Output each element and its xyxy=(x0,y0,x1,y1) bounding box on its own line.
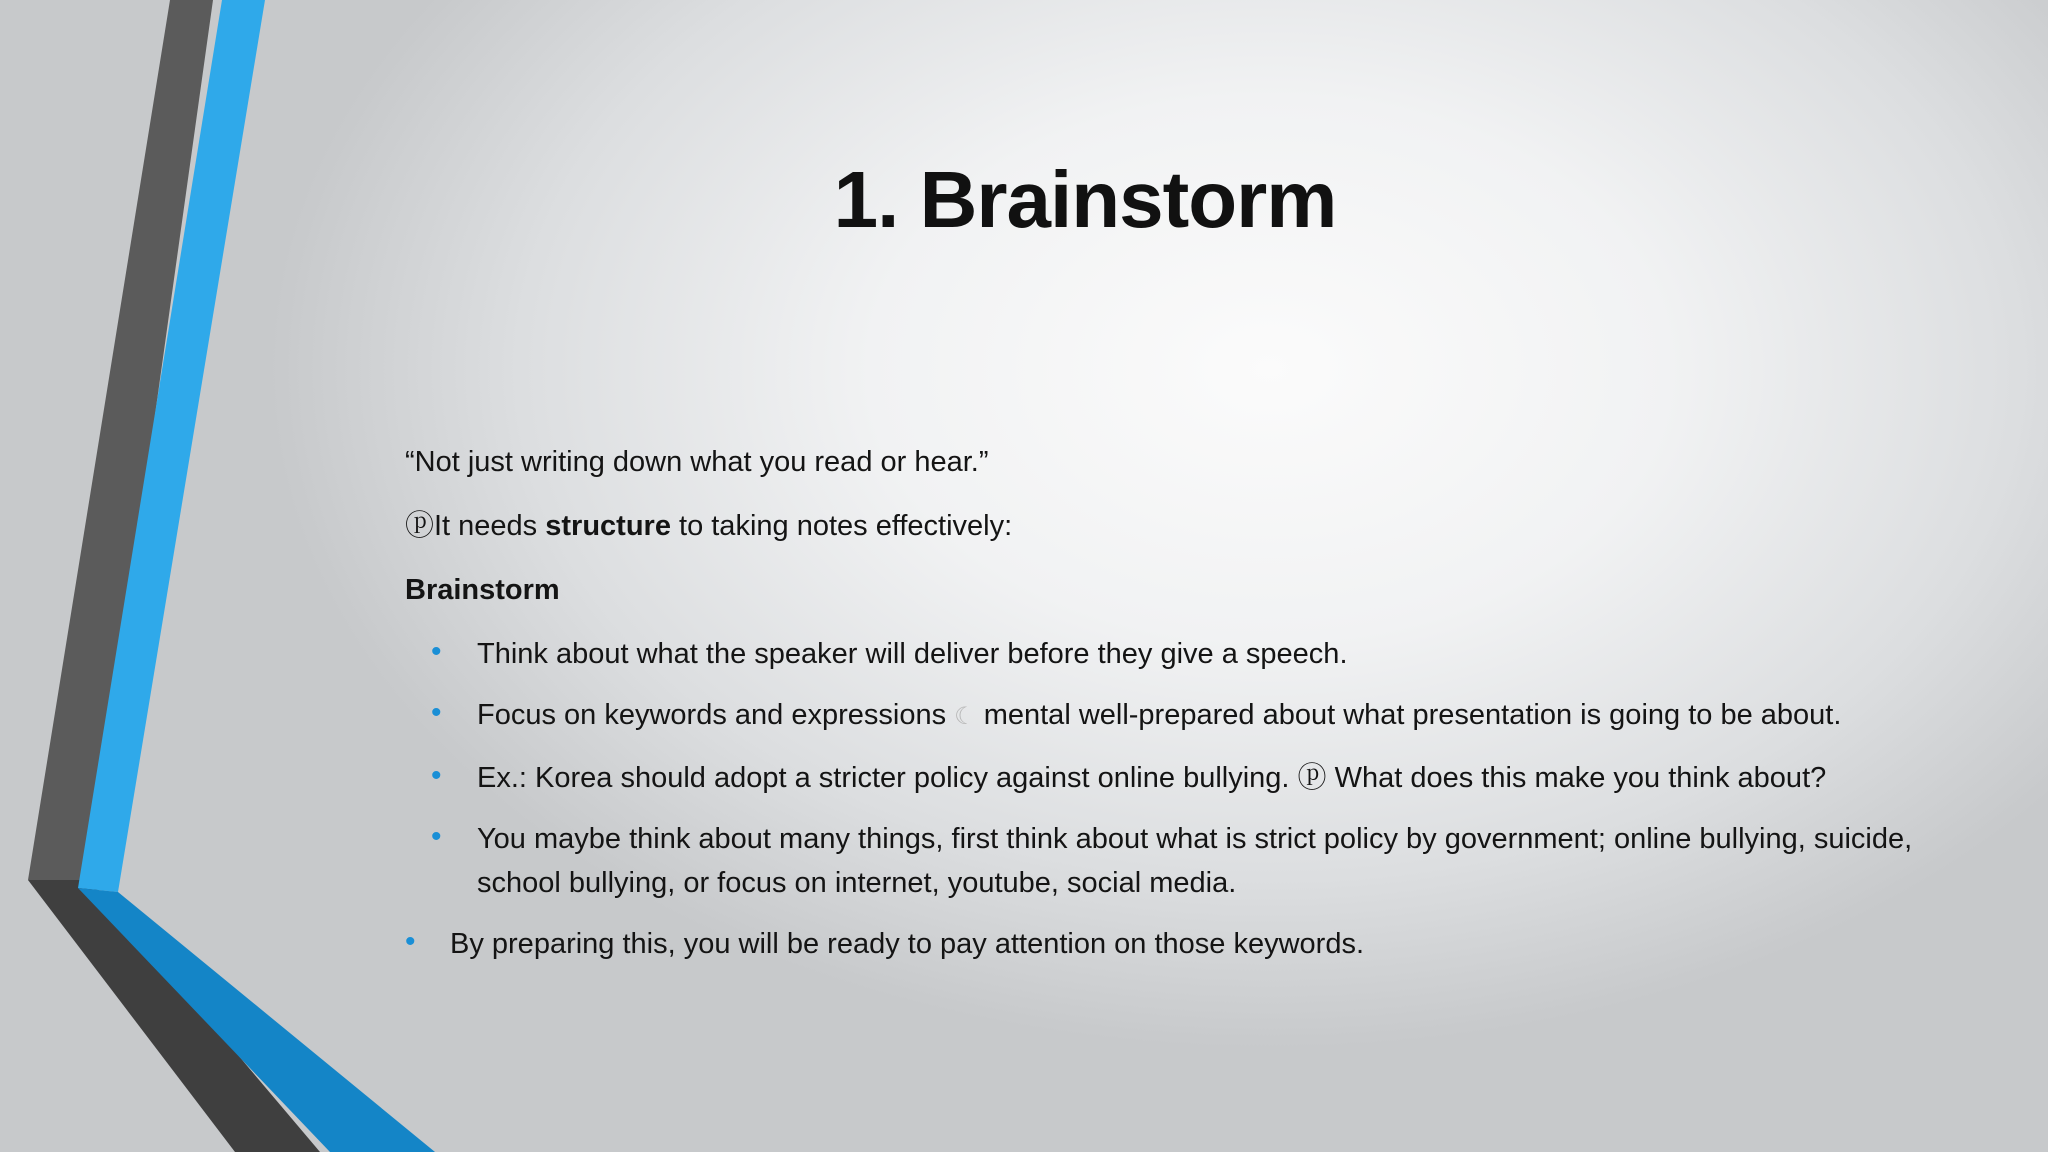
final-bullet-text: By preparing this, you will be ready to pay attention on those keywords. xyxy=(450,928,1365,960)
bullet-text-before: Focus on keywords and expressions xyxy=(477,699,955,731)
bullet-item xyxy=(405,632,1925,676)
slide-body xyxy=(405,440,1925,966)
bullet-item xyxy=(405,693,1925,739)
section-heading: Brainstorm xyxy=(405,574,560,606)
bullet-item xyxy=(405,817,1925,905)
quote-line: “Not just writing down what you read or hear.” xyxy=(405,446,989,478)
final-bullet-item xyxy=(405,922,1925,966)
gray-stripe-lower xyxy=(28,880,320,1152)
bullet-dot-icon: • xyxy=(431,820,442,853)
structure-line xyxy=(405,504,1925,548)
bullet-dot-icon: • xyxy=(431,635,442,668)
crescent-moon-icon: ☾ xyxy=(954,703,976,730)
slide-title: 1. Brainstorm xyxy=(833,155,1337,244)
bullet-text: Think about what the speaker will deliver before they give a speech. xyxy=(477,638,1348,670)
structure-line-suffix: to taking notes effectively: xyxy=(670,510,1013,542)
structure-keyword: structure xyxy=(545,510,671,542)
bullet-dot-icon: • xyxy=(405,925,416,958)
bullet-dot-icon: • xyxy=(431,696,442,729)
bullet-text: You maybe think about many things, first think about what is strict policy by government; online bullying, suicide, school bullying, or focus on internet, youtube, social media. xyxy=(477,823,1913,899)
bullet-item xyxy=(405,756,1925,800)
bullet-text-after: mental well-prepared about what presentation is going to be about. xyxy=(975,699,1842,731)
structure-line-prefix: ⓟIt needs xyxy=(405,510,546,542)
bullet-text: Ex.: Korea should adopt a stricter policy against online bullying. ⓟ What does this make you think about? xyxy=(477,762,1827,794)
bullet-dot-icon: • xyxy=(431,759,442,792)
